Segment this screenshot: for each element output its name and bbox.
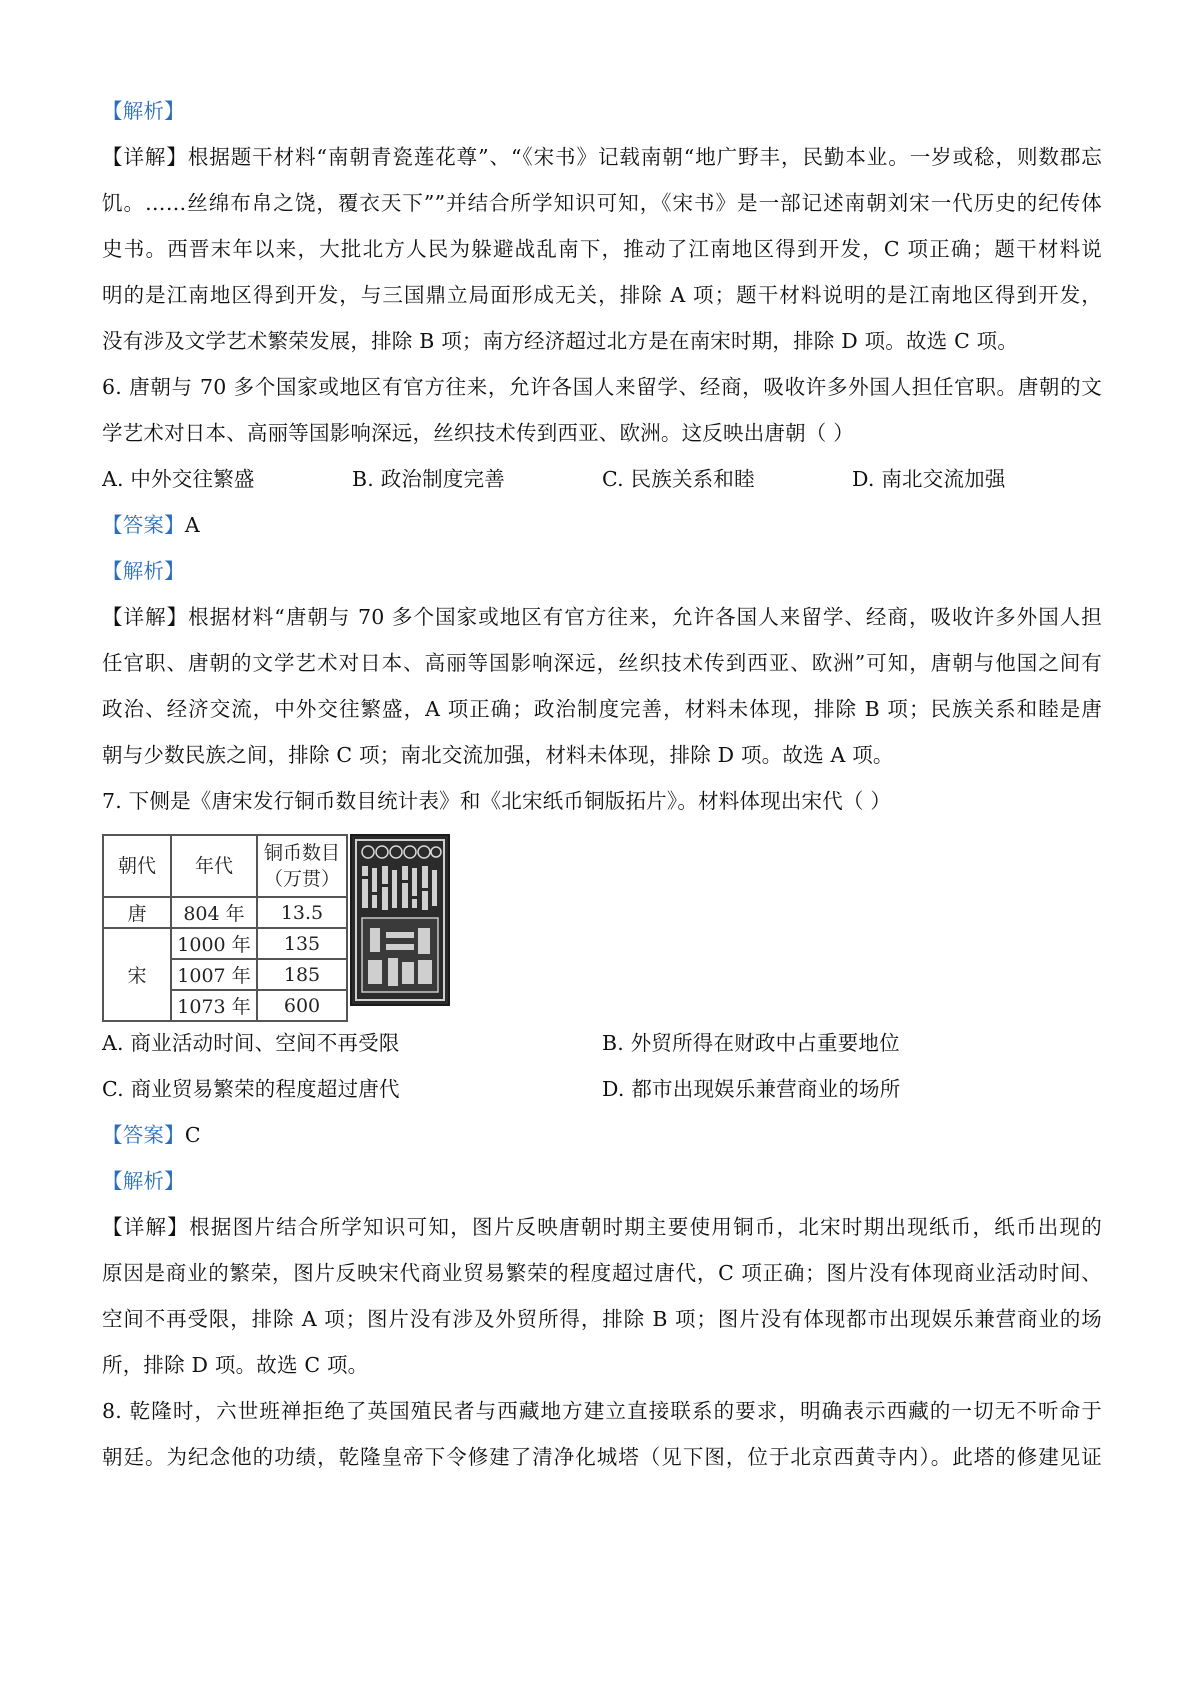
q6-answer-line xyxy=(102,502,1102,548)
q6-analysis-heading: 【解析】 xyxy=(102,559,185,583)
table-cell-year: 1007 年 xyxy=(171,959,257,990)
q6-option-c: C. 民族关系和睦 xyxy=(602,467,755,491)
table-cell-year: 1000 年 xyxy=(171,928,257,959)
q7-answer-tag: 【答案】 xyxy=(102,1123,185,1147)
q7-detail-line-3: 空间不再受限，排除 A 项；图片没有涉及外贸所得，排除 B 项；图片没有体现都市出现娱乐兼营商业的场 xyxy=(102,1307,1102,1331)
table-cell-tang: 唐 xyxy=(103,897,171,928)
q6-detail-line-3: 政治、经济交流，中外交往繁盛，A 项正确；政治制度完善，材料未体现，排除 B 项；民族关系和睦是唐 xyxy=(102,697,1102,721)
table-header-coins-line1: 铜币数目 xyxy=(263,842,340,864)
q5-detail-line-5: 没有涉及文学艺术繁荣发展，排除 B 项；南方经济超过北方是在南宋时期，排除 D 项。故选 C 项。 xyxy=(102,329,1019,353)
table-header-coins xyxy=(257,835,347,897)
q6-detail-line-4: 朝与少数民族之间，排除 C 项；南北交流加强，材料未体现，排除 D 项。故选 A 项。 xyxy=(102,743,894,767)
q6-option-d: D. 南北交流加强 xyxy=(852,467,1006,491)
q6-options xyxy=(102,456,1102,502)
q7-option-b: B. 外贸所得在财政中占重要地位 xyxy=(602,1031,900,1055)
q6-detail-line-1 xyxy=(102,594,1102,640)
q7-detail-tag: 【详解】 xyxy=(102,1215,190,1239)
table-cell-year: 804 年 xyxy=(171,897,257,928)
q7-answer-value: C xyxy=(184,1123,201,1147)
q6-detail-text-1: 根据材料“唐朝与 70 多个国家或地区有官方往来，允许各国人来留学、经商，吸收许多外国人担 xyxy=(188,605,1102,629)
q7-options-row-1 xyxy=(102,1020,1102,1066)
q6-detail-line-2: 任官职、唐朝的文学艺术对日本、高丽等国影响深远，丝织技术传到西亚、欧洲”可知，唐朝与他国之间有 xyxy=(102,651,1102,675)
table-row xyxy=(103,897,347,928)
q6-detail-tag: 【详解】 xyxy=(102,605,189,629)
table-cell-year: 1073 年 xyxy=(171,990,257,1021)
table-header-year: 年代 xyxy=(171,835,257,897)
q6-stem-line-1: 6. 唐朝与 70 多个国家或地区有官方往来，允许各国人来留学、经商，吸收许多外国人担任官职。唐朝的文 xyxy=(102,375,1102,399)
table-cell-value: 135 xyxy=(257,928,347,959)
q7-analysis-heading: 【解析】 xyxy=(102,1169,185,1193)
paper-money-rubbing-image xyxy=(350,834,450,1006)
document-page xyxy=(102,88,1102,1480)
q7-option-c: C. 商业贸易繁荣的程度超过唐代 xyxy=(102,1077,400,1101)
q6-answer-value: A xyxy=(184,513,200,537)
table-header-dynasty: 朝代 xyxy=(103,835,171,897)
q7-detail-line-2: 原因是商业的繁荣，图片反映宋代商业贸易繁荣的程度超过唐代，C 项正确；图片没有体现商业活动时间、 xyxy=(102,1261,1102,1285)
q7-option-d: D. 都市出现娱乐兼营商业的场所 xyxy=(602,1077,901,1101)
q8-stem-line-1: 8. 乾隆时，六世班禅拒绝了英国殖民者与西藏地方建立直接联系的要求，明确表示西藏的一切无不听命于 xyxy=(102,1399,1102,1423)
table-cell-song: 宋 xyxy=(103,928,171,1021)
q8-stem-line-2: 朝廷。为纪念他的功绩，乾隆皇帝下令修建了清净化城塔（见下图，位于北京西黄寺内）。此塔的修建见证 xyxy=(102,1445,1102,1469)
q6-option-a: A. 中外交往繁盛 xyxy=(102,467,255,491)
table-header-coins-unit: （万贯） xyxy=(263,868,340,890)
table-cell-value: 600 xyxy=(257,990,347,1021)
table-cell-value: 185 xyxy=(257,959,347,990)
q7-detail-line-1 xyxy=(102,1204,1102,1250)
q7-options-row-2 xyxy=(102,1066,1102,1112)
table-row xyxy=(103,928,347,959)
q7-detail-text-1: 根据图片结合所学知识可知，图片反映唐朝时期主要使用铜币，北宋时期出现纸币，纸币出现的 xyxy=(189,1215,1102,1239)
coin-count-table xyxy=(102,834,348,1022)
q5-detail-line-2: 饥。……丝绵布帛之饶，覆衣天下””并结合所学知识可知，《宋书》是一部记述南朝刘宋一代历史的纪传体 xyxy=(102,191,1102,215)
q5-detail-line-1 xyxy=(102,134,1102,180)
q7-option-a: A. 商业活动时间、空间不再受限 xyxy=(102,1031,400,1055)
q5-detail-text-1: 根据题干材料“南朝青瓷莲花尊”、“《宋书》记载南朝“地广野丰，民勤本业。一岁或稔，则数郡忘 xyxy=(187,145,1102,169)
q7-answer-line xyxy=(102,1112,1102,1158)
q6-answer-tag: 【答案】 xyxy=(102,513,185,537)
table-cell-value: 13.5 xyxy=(257,897,347,928)
q6-stem-line-2: 学艺术对日本、高丽等国影响深远，丝织技术传到西亚、欧洲。这反映出唐朝（ ） xyxy=(102,421,854,445)
q5-detail-line-3: 史书。西晋末年以来，大批北方人民为躲避战乱南下，推动了江南地区得到开发，C 项正确；题干材料说 xyxy=(102,237,1102,261)
q7-figure xyxy=(102,834,1102,1018)
q6-option-b: B. 政治制度完善 xyxy=(352,467,505,491)
q5-analysis-heading: 【解析】 xyxy=(102,99,185,123)
q5-detail-line-4: 明的是江南地区得到开发，与三国鼎立局面形成无关，排除 A 项；题干材料说明的是江南地区得到开发， xyxy=(102,283,1102,307)
q7-stem: 7. 下侧是《唐宋发行铜币数目统计表》和《北宋纸币铜版拓片》。材料体现出宋代（ ） xyxy=(102,789,892,813)
q7-detail-line-4: 所，排除 D 项。故选 C 项。 xyxy=(102,1353,369,1377)
q5-detail-tag: 【详解】 xyxy=(102,145,188,169)
